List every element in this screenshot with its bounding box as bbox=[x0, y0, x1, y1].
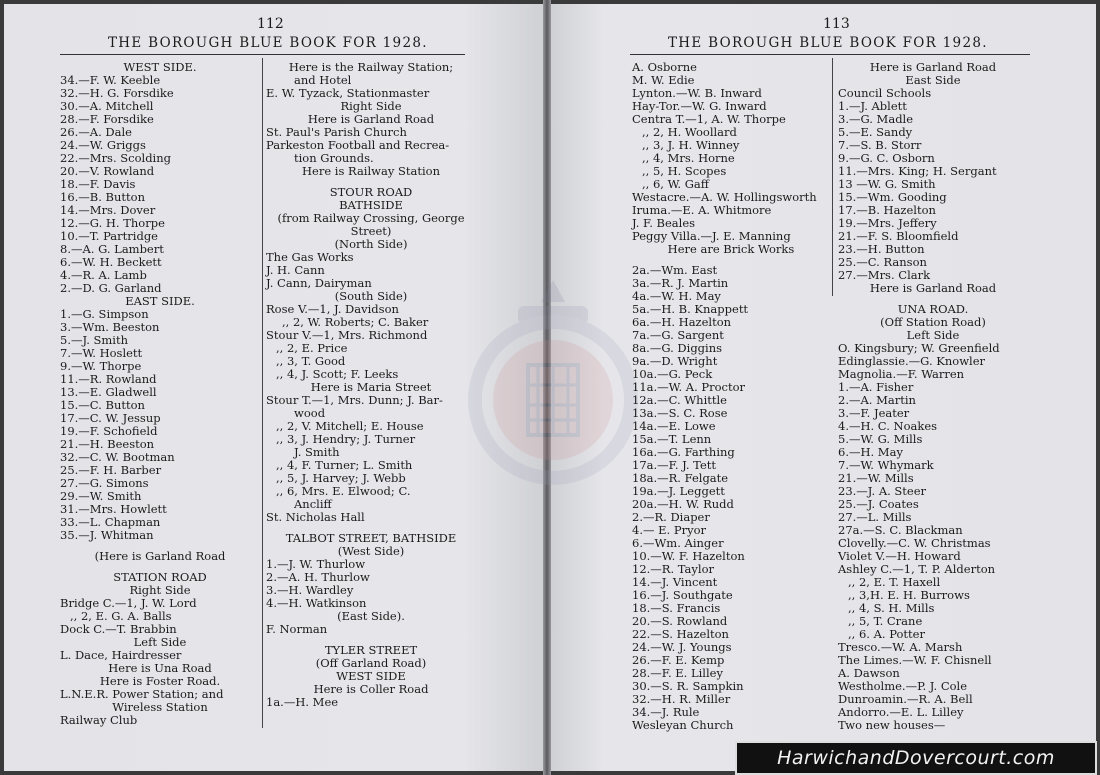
directory-entry: 21.—F. S. Bloomfield bbox=[838, 229, 959, 243]
directory-entry: Council Schools bbox=[838, 86, 932, 100]
section-heading: TALBOT STREET, BATHSIDE bbox=[285, 531, 457, 545]
section-heading: (East Side). bbox=[337, 609, 405, 623]
section-heading: East Side bbox=[905, 73, 961, 87]
directory-entry: Westholme.—P. J. Cole bbox=[838, 679, 968, 693]
directory-entry: 19a.—J. Leggett bbox=[632, 484, 725, 498]
directory-entry: 1.—G. Simpson bbox=[60, 307, 149, 321]
directory-entry: tion Grounds. bbox=[294, 151, 374, 165]
directory-entry: A. Dawson bbox=[838, 666, 900, 680]
directory-entry: and Hotel bbox=[294, 73, 352, 87]
section-heading: (West Side) bbox=[337, 544, 405, 558]
section-heading: UNA ROAD. bbox=[897, 302, 969, 316]
directory-entry: Andorro.—E. L. Lilley bbox=[838, 705, 964, 719]
left-page-column-1 bbox=[60, 61, 260, 727]
section-heading: Left Side bbox=[906, 328, 960, 342]
directory-entry: Two new houses— bbox=[838, 718, 946, 732]
directory-entry: 27.—G. Simons bbox=[60, 476, 149, 490]
directory-entry: L. Dace, Hairdresser bbox=[60, 648, 182, 662]
directory-entry: 15a.—T. Lenn bbox=[632, 432, 712, 446]
directory-entry: ,, 3, T. Good bbox=[276, 354, 346, 368]
book-spine bbox=[543, 0, 551, 775]
section-heading: Right Side bbox=[129, 583, 191, 597]
directory-entry: ,, 4, F. Turner; L. Smith bbox=[276, 458, 413, 472]
section-heading: Here are Brick Works bbox=[667, 242, 795, 256]
section-heading: Here is Garland Road bbox=[869, 60, 997, 74]
directory-entry: 24.—W. Griggs bbox=[60, 138, 146, 152]
directory-entry: 3.—H. Wardley bbox=[266, 583, 354, 597]
directory-entry: ,, 2, V. Mitchell; E. House bbox=[276, 419, 424, 433]
section-heading: STATION ROAD bbox=[113, 570, 207, 584]
directory-entry: 11.—Mrs. King; H. Sergant bbox=[838, 164, 997, 178]
directory-entry: 7.—S. B. Storr bbox=[838, 138, 922, 152]
directory-entry: 28.—F. E. Lilley bbox=[632, 666, 723, 680]
directory-entry: J. H. Cann bbox=[266, 263, 325, 277]
directory-entry: Wesleyan Church bbox=[632, 718, 734, 732]
directory-entry: Stour V.—1, Mrs. Richmond bbox=[266, 328, 428, 342]
directory-entry: Rose V.—1, J. Davidson bbox=[266, 302, 399, 316]
directory-entry: 32.—H. R. Miller bbox=[632, 692, 731, 706]
section-heading: Here is Railway Station bbox=[302, 164, 440, 178]
directory-entry: Railway Club bbox=[60, 713, 138, 727]
directory-entry: Dock C.—T. Brabbin bbox=[60, 622, 177, 636]
directory-entry: 18.—S. Francis bbox=[632, 601, 721, 615]
section-heading: Right Side bbox=[340, 99, 402, 113]
directory-entry: 16a.—G. Farthing bbox=[632, 445, 735, 459]
directory-entry: 1a.—H. Mee bbox=[266, 695, 339, 709]
directory-entry: 21.—H. Beeston bbox=[60, 437, 155, 451]
directory-entry: 12.—G. H. Thorpe bbox=[60, 216, 165, 230]
section-heading: (from Railway Crossing, George bbox=[277, 211, 465, 225]
section-heading: Here is the Railway Station; bbox=[288, 60, 454, 74]
directory-entry: 1.—A. Fisher bbox=[838, 380, 914, 394]
directory-entry: 30.—A. Mitchell bbox=[60, 99, 154, 113]
section-heading: WEST SIDE. bbox=[123, 60, 197, 74]
directory-entry: St. Nicholas Hall bbox=[266, 510, 365, 524]
directory-entry: 25.—C. Ranson bbox=[838, 255, 927, 269]
directory-entry: 22.—S. Hazelton bbox=[632, 627, 729, 641]
section-heading: (Here is Garland Road bbox=[94, 549, 226, 563]
section-heading: WEST SIDE bbox=[336, 669, 406, 683]
directory-entry: Lynton.—W. B. Inward bbox=[632, 86, 762, 100]
directory-entry: ,, 4, J. Scott; F. Leeks bbox=[276, 367, 399, 381]
section-heading: TYLER STREET bbox=[324, 643, 418, 657]
directory-entry: 32.—C. W. Bootman bbox=[60, 450, 175, 464]
directory-entry: 25.—J. Coates bbox=[838, 497, 919, 511]
directory-entry: 19.—F. Schofield bbox=[60, 424, 158, 438]
directory-entry: 17.—C. W. Jessup bbox=[60, 411, 161, 425]
directory-entry: 4.—H. C. Noakes bbox=[838, 419, 938, 433]
directory-entry: Centra T.—1, A. W. Thorpe bbox=[632, 112, 786, 126]
section-heading: BATHSIDE bbox=[339, 198, 403, 212]
directory-entry: 14.—J. Vincent bbox=[632, 575, 718, 589]
page-number-right: 113 bbox=[823, 16, 850, 32]
directory-entry: 12a.—C. Whittle bbox=[632, 393, 727, 407]
directory-entry: J. F. Beales bbox=[632, 216, 696, 230]
directory-entry: wood bbox=[294, 406, 326, 420]
directory-entry: Hay-Tor.—W. G. Inward bbox=[632, 99, 767, 113]
column-divider-left bbox=[262, 58, 263, 728]
directory-entry: Clovelly.—C. W. Christmas bbox=[838, 536, 991, 550]
directory-entry: 20.—V. Rowland bbox=[60, 164, 155, 178]
section-heading: (Off Station Road) bbox=[880, 315, 986, 329]
directory-entry: 27.—Mrs. Clark bbox=[838, 268, 931, 282]
directory-entry: 34.—F. W. Keeble bbox=[60, 73, 161, 87]
directory-entry: Stour T.—1, Mrs. Dunn; J. Bar- bbox=[266, 393, 443, 407]
directory-entry: 2.—A. H. Thurlow bbox=[266, 570, 370, 584]
directory-entry: 27a.—S. C. Blackman bbox=[838, 523, 963, 537]
section-heading: (Off Garland Road) bbox=[315, 656, 427, 670]
directory-entry: Ashley C.—1, T. P. Alderton bbox=[838, 562, 996, 576]
directory-entry: ,, 5, J. Harvey; J. Webb bbox=[276, 471, 406, 485]
directory-entry: 4.— E. Pryor bbox=[632, 523, 706, 537]
directory-entry: 20a.—H. W. Rudd bbox=[632, 497, 734, 511]
directory-entry: ,, 3, J. H. Winney bbox=[642, 138, 740, 152]
directory-entry: 8a.—G. Diggins bbox=[632, 341, 723, 355]
directory-entry: E. W. Tyzack, Stationmaster bbox=[266, 86, 430, 100]
directory-entry: J. Cann, Dairyman bbox=[266, 276, 372, 290]
left-page-column-2 bbox=[266, 61, 476, 709]
directory-entry: 15.—C. Button bbox=[60, 398, 145, 412]
directory-entry: 28.—F. Forsdike bbox=[60, 112, 154, 126]
directory-entry: 13a.—S. C. Rose bbox=[632, 406, 728, 420]
directory-entry: 2.—D. G. Garland bbox=[60, 281, 162, 295]
page-number-left: 112 bbox=[257, 16, 284, 32]
column-divider-right bbox=[832, 58, 833, 296]
section-heading: (South Side) bbox=[334, 289, 408, 303]
directory-entry: 20.—S. Rowland bbox=[632, 614, 728, 628]
directory-entry: 5a.—H. B. Knappett bbox=[632, 302, 749, 316]
directory-entry: Parkeston Football and Recrea- bbox=[266, 138, 450, 152]
directory-entry: ,, 4, S. H. Mills bbox=[848, 601, 935, 615]
directory-entry: 9.—W. Thorpe bbox=[60, 359, 142, 373]
directory-entry: 3.—Wm. Beeston bbox=[60, 320, 160, 334]
directory-entry: A. Osborne bbox=[632, 60, 697, 74]
directory-entry: 2.—R. Diaper bbox=[632, 510, 710, 524]
directory-entry: 17a.—F. J. Tett bbox=[632, 458, 716, 472]
directory-entry: Violet V.—H. Howard bbox=[838, 549, 961, 563]
right-page-column-2 bbox=[838, 61, 1028, 732]
directory-entry: 14a.—E. Lowe bbox=[632, 419, 716, 433]
directory-entry: 5.—J. Smith bbox=[60, 333, 128, 347]
directory-entry: 26.—A. Dale bbox=[60, 125, 132, 139]
directory-entry: 9.—G. C. Osborn bbox=[838, 151, 935, 165]
directory-entry: 23.—H. Button bbox=[838, 242, 925, 256]
directory-entry: Peggy Villa.—J. E. Manning bbox=[632, 229, 791, 243]
directory-entry: 4a.—W. H. May bbox=[632, 289, 721, 303]
directory-entry: 1.—J. W. Thurlow bbox=[266, 557, 366, 571]
directory-entry: 11.—R. Rowland bbox=[60, 372, 157, 386]
directory-entry: St. Paul's Parish Church bbox=[266, 125, 407, 139]
directory-entry: Tresco.—W. A. Marsh bbox=[838, 640, 963, 654]
section-heading: Here is Coller Road bbox=[313, 682, 429, 696]
directory-entry: 25.—F. H. Barber bbox=[60, 463, 162, 477]
section-heading: Here is Garland Road bbox=[869, 281, 997, 295]
directory-entry: 23.—J. A. Steer bbox=[838, 484, 927, 498]
directory-entry: 4.—R. A. Lamb bbox=[60, 268, 147, 282]
directory-entry: 16.—B. Button bbox=[60, 190, 145, 204]
section-heading: Left Side bbox=[133, 635, 187, 649]
directory-entry: ,, 5, H. Scopes bbox=[642, 164, 727, 178]
directory-entry: ,, 6. A. Potter bbox=[848, 627, 925, 641]
directory-entry: 26.—F. E. Kemp bbox=[632, 653, 725, 667]
directory-entry: ,, 6, W. Gaff bbox=[642, 177, 709, 191]
directory-entry: ,, 2, E. Price bbox=[276, 341, 348, 355]
directory-entry: 2a.—Wm. East bbox=[632, 263, 718, 277]
section-heading: (North Side) bbox=[334, 237, 408, 251]
directory-entry: Dunroamin.—R. A. Bell bbox=[838, 692, 973, 706]
directory-entry: 7a.—G. Sargent bbox=[632, 328, 724, 342]
section-heading: STOUR ROAD bbox=[329, 185, 413, 199]
directory-entry: 34.—J. Rule bbox=[632, 705, 700, 719]
directory-entry: 7.—W. Whymark bbox=[838, 458, 934, 472]
right-page-column-1 bbox=[632, 61, 830, 732]
directory-entry: F. Norman bbox=[266, 622, 328, 636]
directory-entry: 10.—W. F. Hazelton bbox=[632, 549, 745, 563]
directory-entry: 5.—W. G. Mills bbox=[838, 432, 923, 446]
directory-entry: Westacre.—A. W. Hollingsworth bbox=[632, 190, 817, 204]
directory-entry: Bridge C.—1, J. W. Lord bbox=[60, 596, 197, 610]
directory-entry: 9a.—D. Wright bbox=[632, 354, 718, 368]
directory-entry: ,, 2, W. Roberts; C. Baker bbox=[282, 315, 429, 329]
directory-entry: 8.—A. G. Lambert bbox=[60, 242, 164, 256]
directory-entry: 6a.—H. Hazelton bbox=[632, 315, 732, 329]
directory-entry: 6.—Wm. Ainger bbox=[632, 536, 724, 550]
directory-entry: 6.—W. H. Beckett bbox=[60, 255, 162, 269]
directory-entry: ,, 6, Mrs. E. Elwood; C. bbox=[276, 484, 411, 498]
directory-entry: 2.—A. Martin bbox=[838, 393, 916, 407]
directory-entry: 10a.—G. Peck bbox=[632, 367, 713, 381]
header-rule-left bbox=[60, 54, 465, 55]
section-heading: Here is Maria Street bbox=[310, 380, 432, 394]
running-head-left: THE BOROUGH BLUE BOOK FOR 1928. bbox=[108, 35, 428, 51]
section-heading: Here is Una Road bbox=[108, 661, 212, 675]
directory-entry: 6.—H. May bbox=[838, 445, 903, 459]
directory-entry: Edinglassie.—G. Knowler bbox=[838, 354, 986, 368]
directory-entry: 31.—Mrs. Howlett bbox=[60, 502, 167, 516]
directory-entry: J. Smith bbox=[294, 445, 340, 459]
directory-entry: 27.—L. Mills bbox=[838, 510, 912, 524]
directory-entry: ,, 3,H. E. H. Burrows bbox=[848, 588, 970, 602]
site-watermark: HarwichandDovercourt.com bbox=[735, 741, 1097, 775]
section-heading: EAST SIDE. bbox=[125, 294, 195, 308]
directory-entry: ,, 4, Mrs. Horne bbox=[642, 151, 735, 165]
directory-entry: 22.—Mrs. Scolding bbox=[60, 151, 172, 165]
directory-entry: 17.—B. Hazelton bbox=[838, 203, 936, 217]
directory-entry: L.N.E.R. Power Station; and bbox=[60, 687, 224, 701]
running-head-right: THE BOROUGH BLUE BOOK FOR 1928. bbox=[668, 35, 988, 51]
directory-entry: Ancliff bbox=[294, 497, 332, 511]
directory-entry: 12.—R. Taylor bbox=[632, 562, 714, 576]
directory-entry: ,, 3, J. Hendry; J. Turner bbox=[276, 432, 416, 446]
directory-entry: M. W. Edie bbox=[632, 73, 695, 87]
directory-entry: 3.—G. Madle bbox=[838, 112, 914, 126]
directory-entry: 4.—H. Watkinson bbox=[266, 596, 367, 610]
directory-entry: 13.—E. Gladwell bbox=[60, 385, 157, 399]
directory-entry: 7.—W. Hoslett bbox=[60, 346, 143, 360]
directory-entry: ,, 5, T. Crane bbox=[848, 614, 923, 628]
directory-entry: 32.—H. G. Forsdike bbox=[60, 86, 174, 100]
directory-entry: The Gas Works bbox=[266, 250, 354, 264]
directory-entry: 29.—W. Smith bbox=[60, 489, 142, 503]
directory-entry: 35.—J. Whitman bbox=[60, 528, 154, 542]
directory-entry: 11a.—W. A. Proctor bbox=[632, 380, 746, 394]
directory-entry: 24.—W. J. Youngs bbox=[632, 640, 732, 654]
directory-entry: 1.—J. Ablett bbox=[838, 99, 907, 113]
directory-entry: Iruma.—E. A. Whitmore bbox=[632, 203, 772, 217]
section-heading: Here is Foster Road. bbox=[99, 674, 221, 688]
directory-entry: 5.—E. Sandy bbox=[838, 125, 913, 139]
section-heading: Wireless Station bbox=[112, 700, 208, 714]
directory-entry: ,, 2, E. G. A. Balls bbox=[70, 609, 172, 623]
directory-entry: The Limes.—W. F. Chisnell bbox=[838, 653, 992, 667]
directory-entry: 19.—Mrs. Jeffery bbox=[838, 216, 937, 230]
directory-entry: 30.—S. R. Sampkin bbox=[632, 679, 744, 693]
directory-entry: Magnolia.—F. Warren bbox=[838, 367, 965, 381]
directory-entry: 10.—T. Partridge bbox=[60, 229, 158, 243]
directory-entry: 15.—Wm. Gooding bbox=[838, 190, 947, 204]
directory-entry: 3a.—R. J. Martin bbox=[632, 276, 729, 290]
directory-entry: 18a.—R. Felgate bbox=[632, 471, 729, 485]
header-rule-right bbox=[630, 54, 1030, 55]
directory-entry: 18.—F. Davis bbox=[60, 177, 136, 191]
directory-entry: ,, 2, H. Woollard bbox=[642, 125, 737, 139]
directory-entry: 21.—W. Mills bbox=[838, 471, 914, 485]
directory-entry: 16.—J. Southgate bbox=[632, 588, 733, 602]
directory-entry: ,, 2, E. T. Haxell bbox=[848, 575, 941, 589]
directory-entry: 14.—Mrs. Dover bbox=[60, 203, 156, 217]
directory-entry: O. Kingsbury; W. Greenfield bbox=[838, 341, 1000, 355]
directory-entry: 3.—F. Jeater bbox=[838, 406, 910, 420]
section-heading: Street) bbox=[350, 224, 392, 238]
section-heading: Here is Garland Road bbox=[307, 112, 435, 126]
directory-entry: 13 —W. G. Smith bbox=[838, 177, 936, 191]
directory-entry: 33.—L. Chapman bbox=[60, 515, 161, 529]
